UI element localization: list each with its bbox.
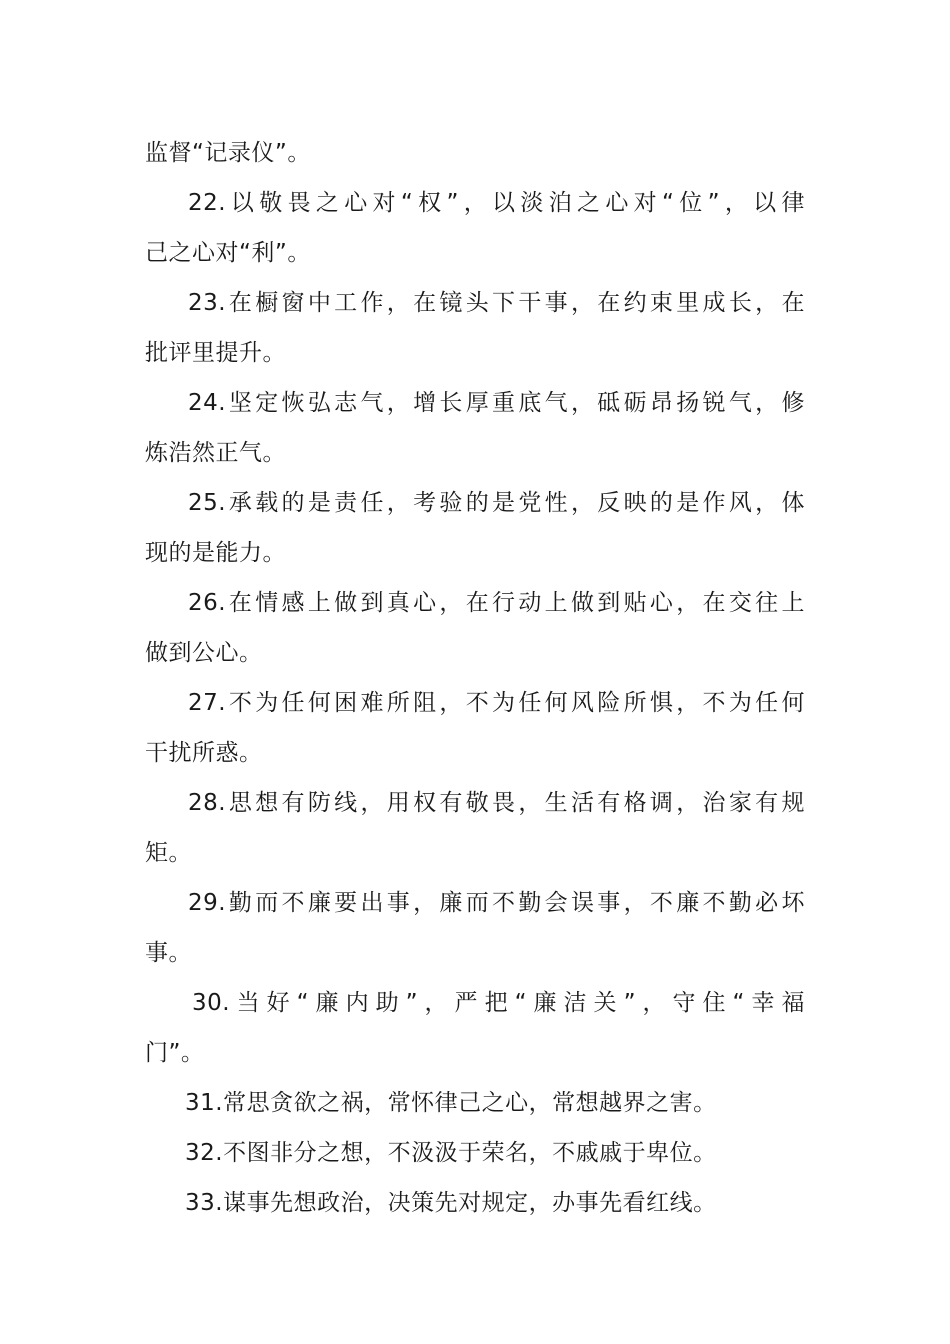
paragraph-line: 23.在橱窗中工作，在镜头下干事，在约束里成长，在: [188, 290, 805, 316]
paragraph-line: 矩。: [145, 840, 192, 866]
paragraph-line: 干扰所惑。: [145, 740, 263, 766]
paragraph-line: 己之心对“利”。: [145, 240, 311, 266]
paragraph-line: 33.谋事先想政治，决策先对规定，办事先看红线。: [185, 1190, 717, 1216]
paragraph-line: 32.不图非分之想，不汲汲于荣名，不戚戚于卑位。: [185, 1140, 717, 1166]
paragraph-line: 炼浩然正气。: [145, 440, 286, 466]
paragraph-line: 事。: [145, 940, 192, 966]
paragraph-line: 批评里提升。: [145, 340, 286, 366]
paragraph-line: 29.勤而不廉要出事，廉而不勤会误事，不廉不勤必坏: [188, 890, 805, 916]
paragraph-line: 24.坚定恢弘志气，增长厚重底气，砥砺昂扬锐气，修: [188, 390, 805, 416]
paragraph-line: 做到公心。: [145, 640, 263, 666]
paragraph-line: 25.承载的是责任，考验的是党性，反映的是作风，体: [188, 490, 805, 516]
paragraph-line: 门”。: [145, 1040, 205, 1066]
paragraph-line: 监督“记录仪”。: [145, 140, 311, 166]
paragraph-line: 26.在情感上做到真心，在行动上做到贴心，在交往上: [188, 590, 805, 616]
paragraph-line: 30.当好“廉内助”，严把“廉洁关”，守住“幸福: [192, 990, 805, 1016]
paragraph-line: 27.不为任何困难所阻，不为任何风险所惧，不为任何: [188, 690, 805, 716]
paragraph-line: 现的是能力。: [145, 540, 286, 566]
paragraph-line: 28.思想有防线，用权有敬畏，生活有格调，治家有规: [188, 790, 805, 816]
paragraph-line: 31.常思贪欲之祸，常怀律己之心，常想越界之害。: [185, 1090, 717, 1116]
document-body: [145, 128, 805, 1228]
paragraph-line: 22.以敬畏之心对“权”，以淡泊之心对“位”，以律: [188, 190, 805, 216]
